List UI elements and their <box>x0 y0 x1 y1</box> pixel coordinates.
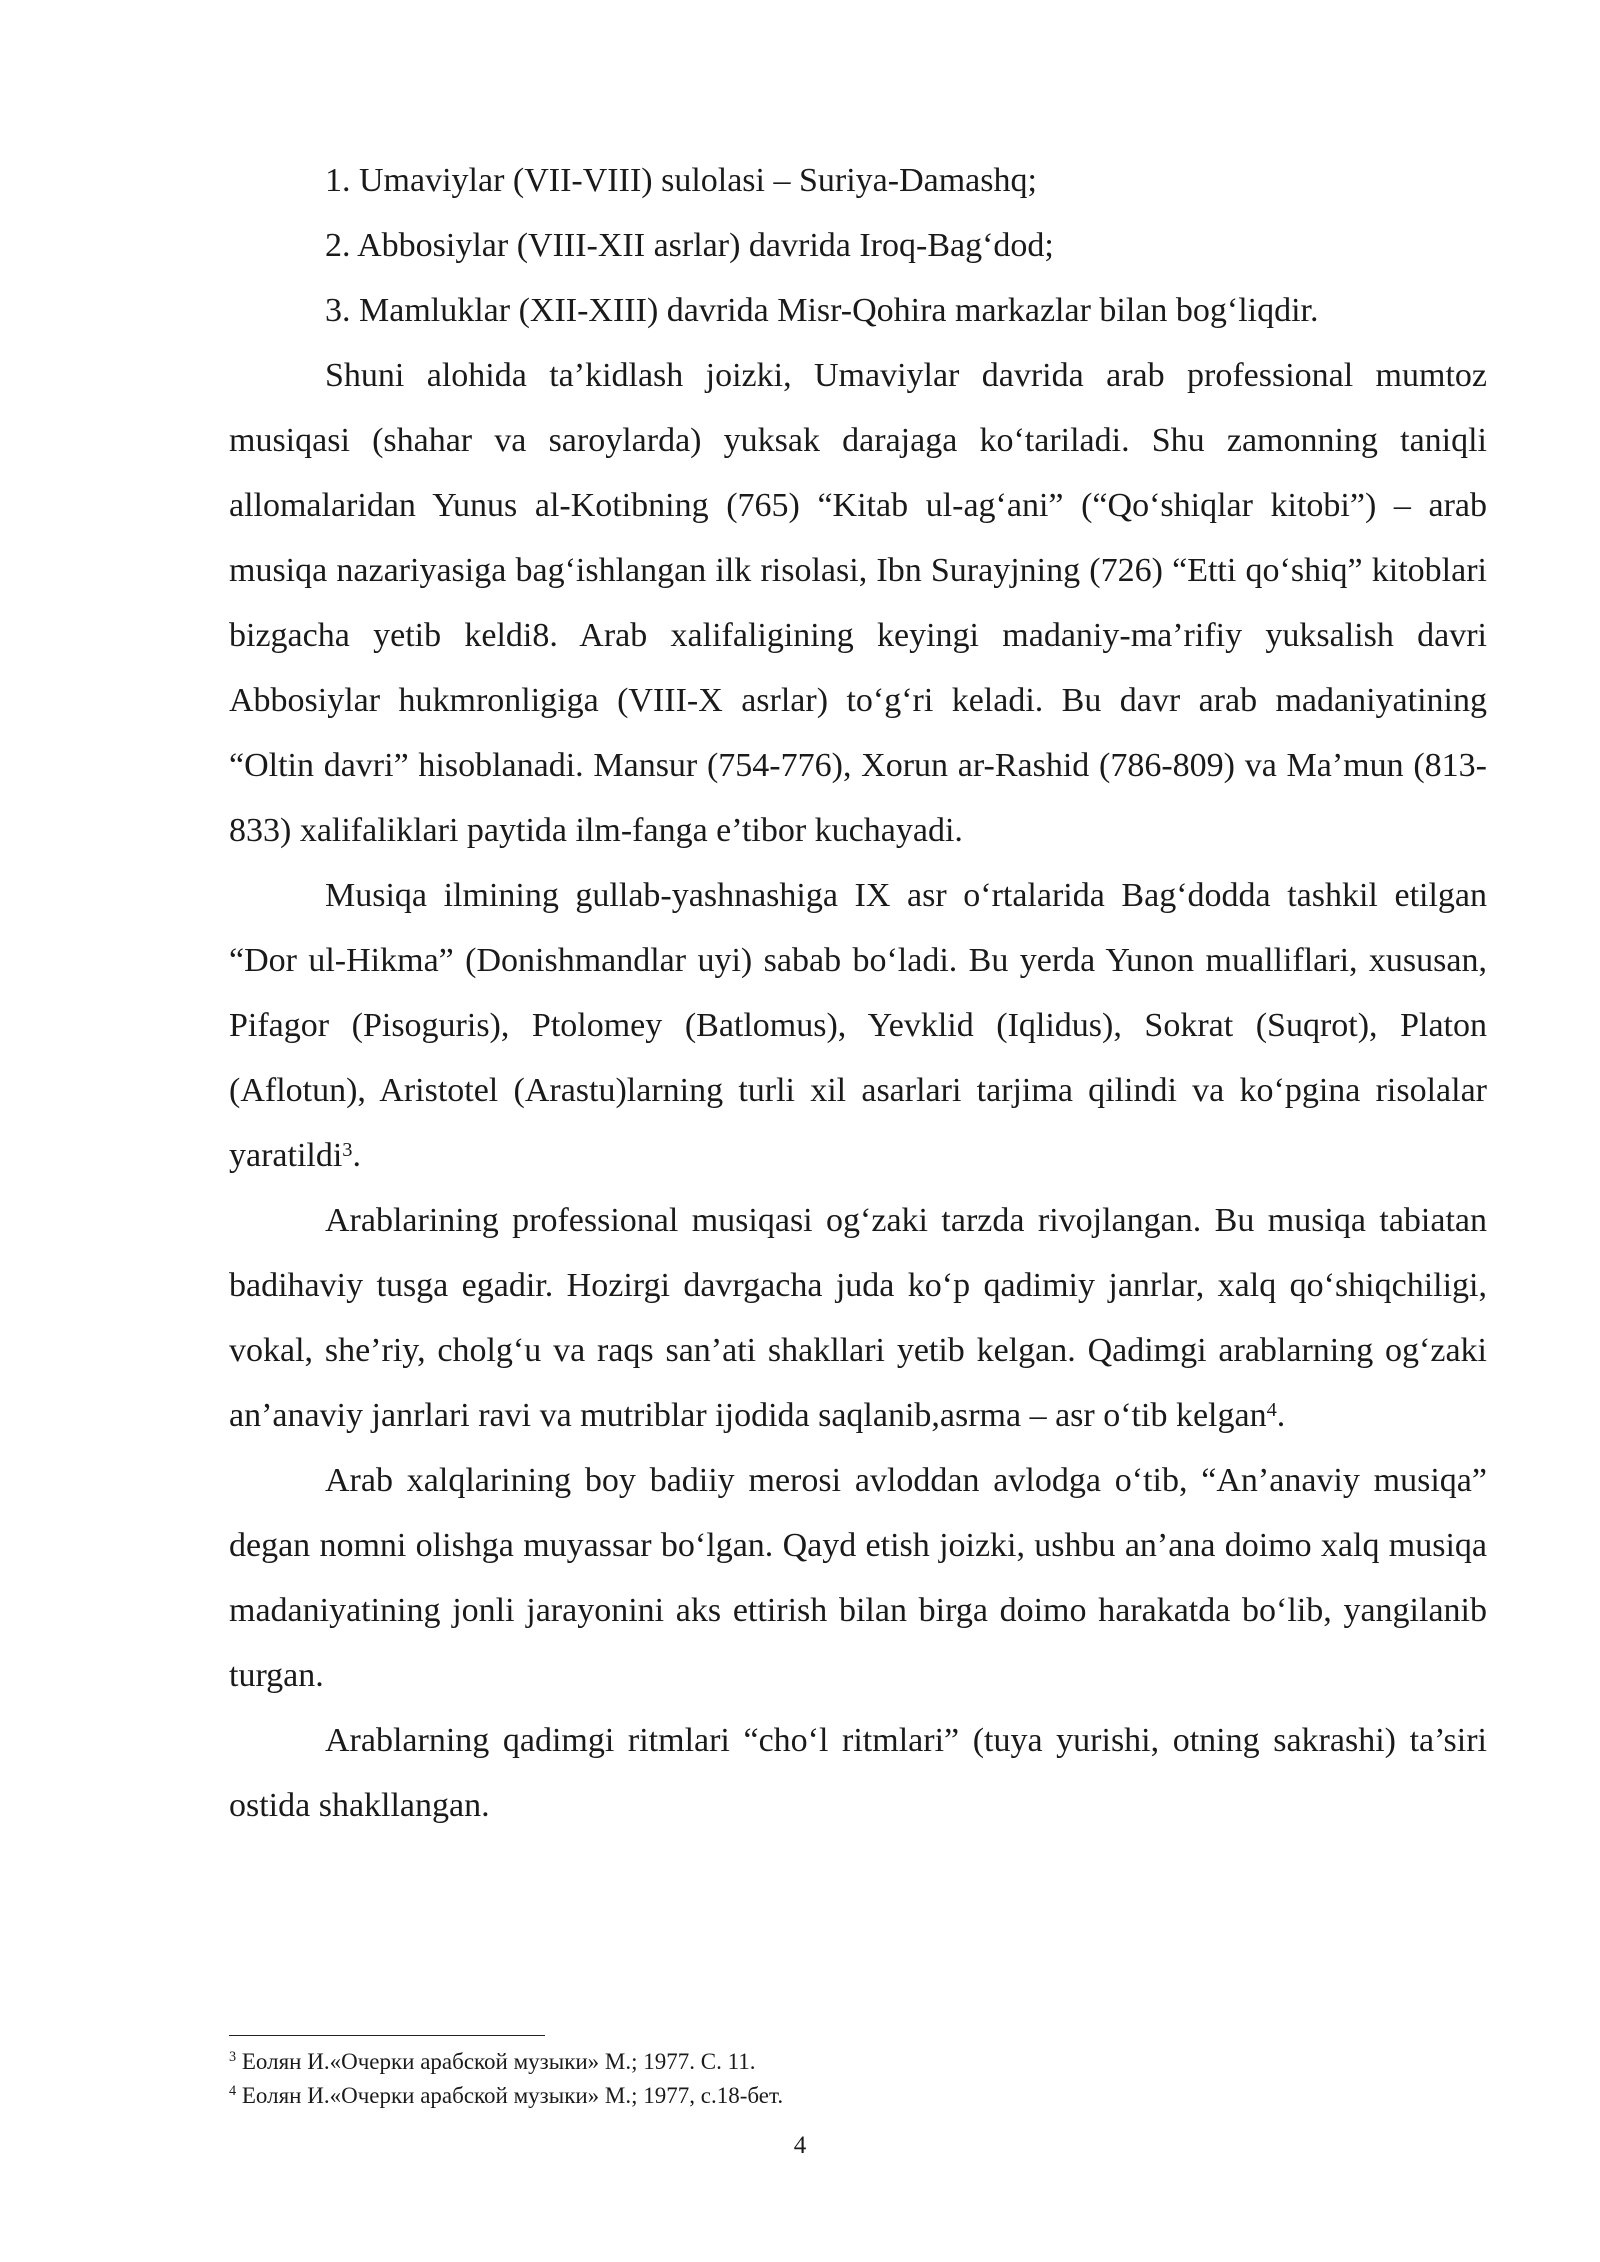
paragraph-text: Arablarining professional musiqasi og‘zaki tarzda rivojlangan. Bu musiqa tabiatan badihaviy tusga egadir. Hozirgi davrgacha juda ko‘p qadimiy janrlar, xalq qo‘shiqchiligi, vokal, she’riy, cholg‘u va raqs san’ati shakllari yetib kelgan. Qadimgi arablarning og‘zaki an’anaviy janrlari ravi va mutriblar ijodida saqlanib,asrma – asr o‘tib kelgan <box>229 1202 1487 1434</box>
footnote-text: Еолян И.«Очерки арабской музыки» М.; 1977. С. 11. <box>236 2049 756 2074</box>
footnote-separator <box>229 2035 545 2036</box>
paragraph <box>229 863 1487 1188</box>
footnote <box>229 2079 1487 2113</box>
paragraph: Arab xalqlarining boy badiiy merosi avloddan avlodga o‘tib, “An’anaviy musiqa” degan nomni olishga muyassar bo‘lgan. Qayd etish joizki, ushbu an’ana doimo xalq musiqa madaniyatining jonli jarayonini aks ettirish bilan birga doimo harakatda bo‘lib, yangilanib turgan. <box>229 1462 1487 1694</box>
paragraph-end: . <box>1276 1397 1286 1434</box>
paragraph: Shuni alohida ta’kidlash joizki, Umaviylar davrida arab professional mumtoz musiqasi (shahar va saroylarda) yuksak darajaga ko‘tariladi. Shu zamonning taniqli allomalaridan Yunus al-Kotibning (765) “Kitab ul-ag‘ani” (“Qo‘shiqlar kitobi”) – arab musiqa nazariyasiga bag‘ishlangan ilk risolasi, Ibn Surayjning (726) “Etti qo‘shiq” kitoblari bizgacha yetib keldi8. Arab xalifaligining keyingi madaniy-ma’rifiy yuksalish davri Abbosiylar hukmronligiga (VIII-X asrlar) to‘g‘ri keladi. Bu davr arab madaniyatining “Oltin davri” hisoblanadi. Mansur (754-776), Xorun ar-Rashid (786-809) va Ma’mun (813-833) xalifaliklari paytida ilm-fanga e’tibor kuchayadi. <box>229 357 1487 849</box>
footnote-number: 4 <box>229 2083 237 2100</box>
list-item: 1. Umaviylar (VII-VIII) sulolasi – Suriya-Damashq; <box>325 162 1037 199</box>
footnote-text: Еолян И.«Очерки арабской музыки» М.; 1977, с.18-бет. <box>236 2083 784 2108</box>
paragraph-end: . <box>352 1137 361 1174</box>
footnotes <box>229 2045 1487 2113</box>
footnote-reference: 4 <box>1266 1398 1277 1421</box>
body-text <box>229 148 1487 1838</box>
paragraph: Arablarning qadimgi ritmlari “cho‘l ritmlari” (tuya yurishi, otning sakrashi) ta’siri ostida shakllangan. <box>229 1722 1487 1824</box>
footnote <box>229 2045 1487 2079</box>
footnote-reference: 3 <box>342 1138 353 1161</box>
list-item: 3. Mamluklar (XII-XIII) davrida Misr-Qohira markazlar bilan bog‘liqdir. <box>325 292 1319 329</box>
list-item: 2. Abbosiylar (VIII-XII asrlar) davrida Iroq-Bag‘dod; <box>325 227 1054 264</box>
paragraph <box>229 1188 1487 1448</box>
footnote-number: 3 <box>229 2049 237 2066</box>
paragraph-text: Musiqa ilmining gullab-yashnashiga IX asr o‘rtalarida Bag‘dodda tashkil etilgan “Dor ul-Hikma” (Donishmandlar uyi) sabab bo‘ladi. Bu yerda Yunon mualliflari, xususan, Pifagor (Pisoguris), Ptolomey (Batlomus), Yevklid (Iqlidus), Sokrat (Suqrot), Platon (Aflotun), Aristotel (Arastu)larning turli xil asarlari tarjima qilindi va ko‘pgina risolalar yaratildi <box>229 877 1487 1174</box>
page-number: 4 <box>793 2132 807 2159</box>
